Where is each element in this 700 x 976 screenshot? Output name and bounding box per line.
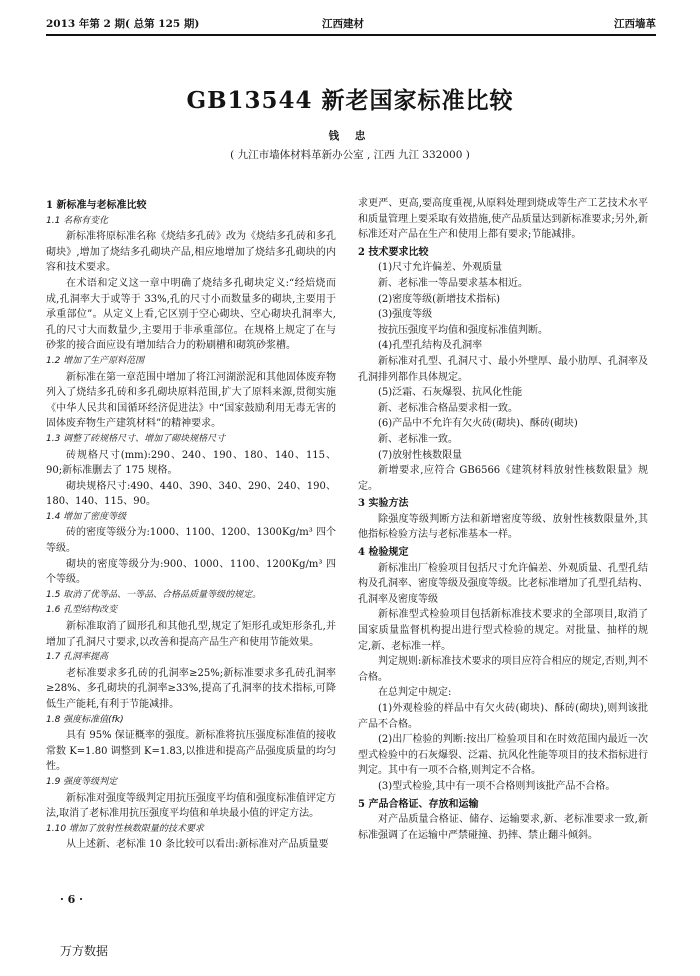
- paragraph: 在术语和定义这一章中明确了烧结多孔砌块定义:“经焙烧而成,孔洞率大于或等于 33%,孔的尺寸小而数量多的砌块,主要用于承重部位”。从定义上看,它区别于空心砌块、空心砌块孔洞率大,孔的尺寸大而数量少,主要用于非承重部位。在规格上规定了在与砂浆的接合面应设有增加结合力的粉刷槽和砌筑砂浆槽。: [46, 277, 336, 352]
- paragraph: 新标准将原标准名称《烧结多孔砖》改为《烧结多孔砖和多孔砌块》,增加了烧结多孔砌块产品,相应地增加了烧结多孔砌块的内容和技术要求。: [46, 231, 336, 274]
- paragraph: (6)产品中不允许有欠火砖(砌块)、酥砖(砌块): [378, 418, 578, 430]
- watermark: 万方数据: [60, 944, 109, 958]
- subsection-heading: 1.3 调整了砖规格尺寸、增加了砌块规格尺寸: [46, 433, 226, 444]
- paragraph: 判定规则:新标准技术要求的项目应符合相应的规定,否则,判不合格。: [358, 656, 648, 683]
- paragraph: 新增要求,应符合 GB6566《建筑材料放射性核数限量》规定。: [358, 465, 648, 492]
- issue-info: 2013 年第 2 期( 总第 125 期): [46, 18, 200, 30]
- subsection-heading: 1.6 孔型结构改变: [46, 605, 118, 616]
- paragraph: (2)密度等级(新增技术指标): [378, 293, 500, 305]
- paragraph-continued: 求更严、更高,要高度重视,从原料处理到烧成等生产工艺技术水平和质量管理上要采取有效措施,使产品质量达到新标准要求;另外,新标准还对产品在生产和使用上都有要求;节能减排。: [358, 198, 648, 241]
- article-title: GB13544 新老国家标准比较: [186, 87, 514, 114]
- paragraph: (3)强度等级: [378, 309, 433, 321]
- subsection-heading: 1.2 增加了生产原料范围: [46, 355, 145, 366]
- section-heading: 5 产品合格证、存放和运输: [358, 798, 479, 810]
- paragraph: 新标准对强度等级判定用抗压强度平均值和强度标准值评定方法,取消了老标准用抗压强度平均值和单块最小值的评定方法。: [46, 792, 336, 820]
- paragraph: 在总判定中规定:: [378, 687, 452, 699]
- paragraph: (3)型式检验,其中有一项不合格则判该批产品不合格。: [378, 780, 616, 792]
- left-column: [46, 196, 336, 853]
- subsection-heading: 1.4 增加了密度等级: [46, 511, 127, 522]
- paragraph: 新标准出厂检验项目包括尺寸允许偏差、外观质量、孔型孔结构及孔洞率、密度等级及强度等级。比老标准增加了孔型孔结构、孔洞率及密度等级: [358, 562, 648, 605]
- paragraph: 新标准型式检验项目包括新标准技术要求的全部项目,取消了国家质量监督机构提出进行型式检验的规定。对批量、抽样的规定,新、老标准一样。: [358, 609, 648, 652]
- section-name: 江西墙革: [614, 18, 656, 30]
- paragraph: 砌块规格尺寸:490、440、390、340、290、240、190、180、140、115、90。: [46, 480, 336, 508]
- section-heading: 3 实验方法: [358, 498, 409, 510]
- paragraph: (2)出厂检验的判断:按出厂检验项目和在时效范围内最近一次型式检验中的石灰爆裂、泛霜、抗风化性能等项目的技术指标进行判定。其中有一项不合格,则判定不合格。: [358, 734, 648, 777]
- paragraph: 老标准要求多孔砖的孔洞率≥25%;新标准要求多孔砖孔洞率≥28%、多孔砌块的孔洞率≥33%,提高了孔洞率的技术指标,可降低生产能耗,有利于节能减排。: [46, 667, 336, 710]
- paragraph: 砌块的密度等级分为:900、1000、1100、1200Kg/m³ 四个等级。: [46, 558, 336, 586]
- author: 钱 忠: [328, 130, 372, 142]
- paragraph: (5)泛霜、石灰爆裂、抗风化性能: [378, 387, 523, 399]
- paragraph: 新、老标准一等品要求基本相近。: [378, 277, 528, 289]
- paragraph: (1)外观检验的样品中有欠火砖(砌块)、酥砖(砌块),则判该批产品不合格。: [358, 703, 648, 730]
- right-column: [358, 196, 648, 843]
- affiliation: ( 九江市墙体材料革新办公室 , 江西 九江 332000 ): [230, 149, 470, 161]
- paragraph: 新、老标准合格品要求相一致。: [378, 402, 518, 414]
- subsection-heading: 1.10 增加了放射性核数限量的技术要求: [46, 823, 204, 834]
- paragraph: (7)放射性核数限量: [378, 449, 463, 461]
- paragraph: 新标准取消了圆形孔和其他孔型,规定了矩形孔或矩形条孔,并增加了孔洞尺寸要求,以改善和提高产品生产和使用节能效果。: [46, 621, 336, 648]
- journal-name: 江西建材: [322, 18, 364, 30]
- subsection-heading: 1.1 名称有变化: [46, 215, 109, 226]
- running-header: [46, 12, 656, 36]
- paragraph: 砖规格尺寸(mm):290、240、190、180、140、115、90;新标准删去了 175 规格。: [46, 449, 336, 477]
- paragraph: 新标准对孔型、孔洞尺寸、最小外壁厚、最小肋厚、孔洞率及孔洞排列都作具体规定。: [358, 355, 648, 383]
- section-heading: 4 检验规定: [358, 547, 409, 559]
- paragraph: (1)尺寸允许偏差、外观质量: [378, 262, 503, 274]
- paragraph: 新、老标准一致。: [378, 433, 458, 445]
- paragraph: 从上述新、老标准 10 条比较可以看出:新标准对产品质量要: [66, 839, 329, 851]
- paragraph: 按抗压强度平均值和强度标准值判断。: [378, 324, 548, 336]
- paragraph: (4)孔型孔结构及孔洞率: [378, 340, 483, 352]
- section-heading: 1 新标准与老标准比较: [46, 200, 147, 211]
- paragraph: 对产品质量合格证、储存、运输要求,新、老标准要求一致,新标准强调了在运输中严禁碰撞、扔摔、禁止翻斗倾斜。: [358, 814, 648, 841]
- subsection-heading: 1.8 强度标准值(fk): [46, 714, 124, 725]
- subsection-heading: 1.5 取消了优等品、一等品、合格品质量等级的规定。: [46, 589, 262, 600]
- paragraph: 砖的密度等级分为:1000、1100、1200、1300Kg/m³ 四个等级。: [46, 527, 336, 555]
- paragraph: 除强度等级判断方法和新增密度等级、放射性核数限量外,其他指标检验方法与老标准基本一样。: [358, 513, 648, 541]
- paragraph: 新标准在第一章范围中增加了将江河湖淤泥和其他固体废弃物列入了烧结多孔砖和多孔砌块原料范围,扩大了原料来源,贯彻实施《中华人民共和国循环经济促进法》中“国家鼓励利用无毒无害的固体废弃物生产建筑材料”的精神要求。: [46, 371, 336, 430]
- paragraph: 具有 95% 保证概率的强度。新标准将抗压强度标准值的接收常数 K=1.80 调整到 K=1.83,以推进和提高产品强度质量的均匀性。: [46, 730, 336, 773]
- subsection-heading: 1.7 孔洞率提高: [46, 652, 109, 663]
- subsection-heading: 1.9 强度等级判定: [46, 776, 118, 787]
- page-number: · 6 ·: [60, 893, 83, 906]
- section-heading: 2 技术要求比较: [358, 246, 429, 258]
